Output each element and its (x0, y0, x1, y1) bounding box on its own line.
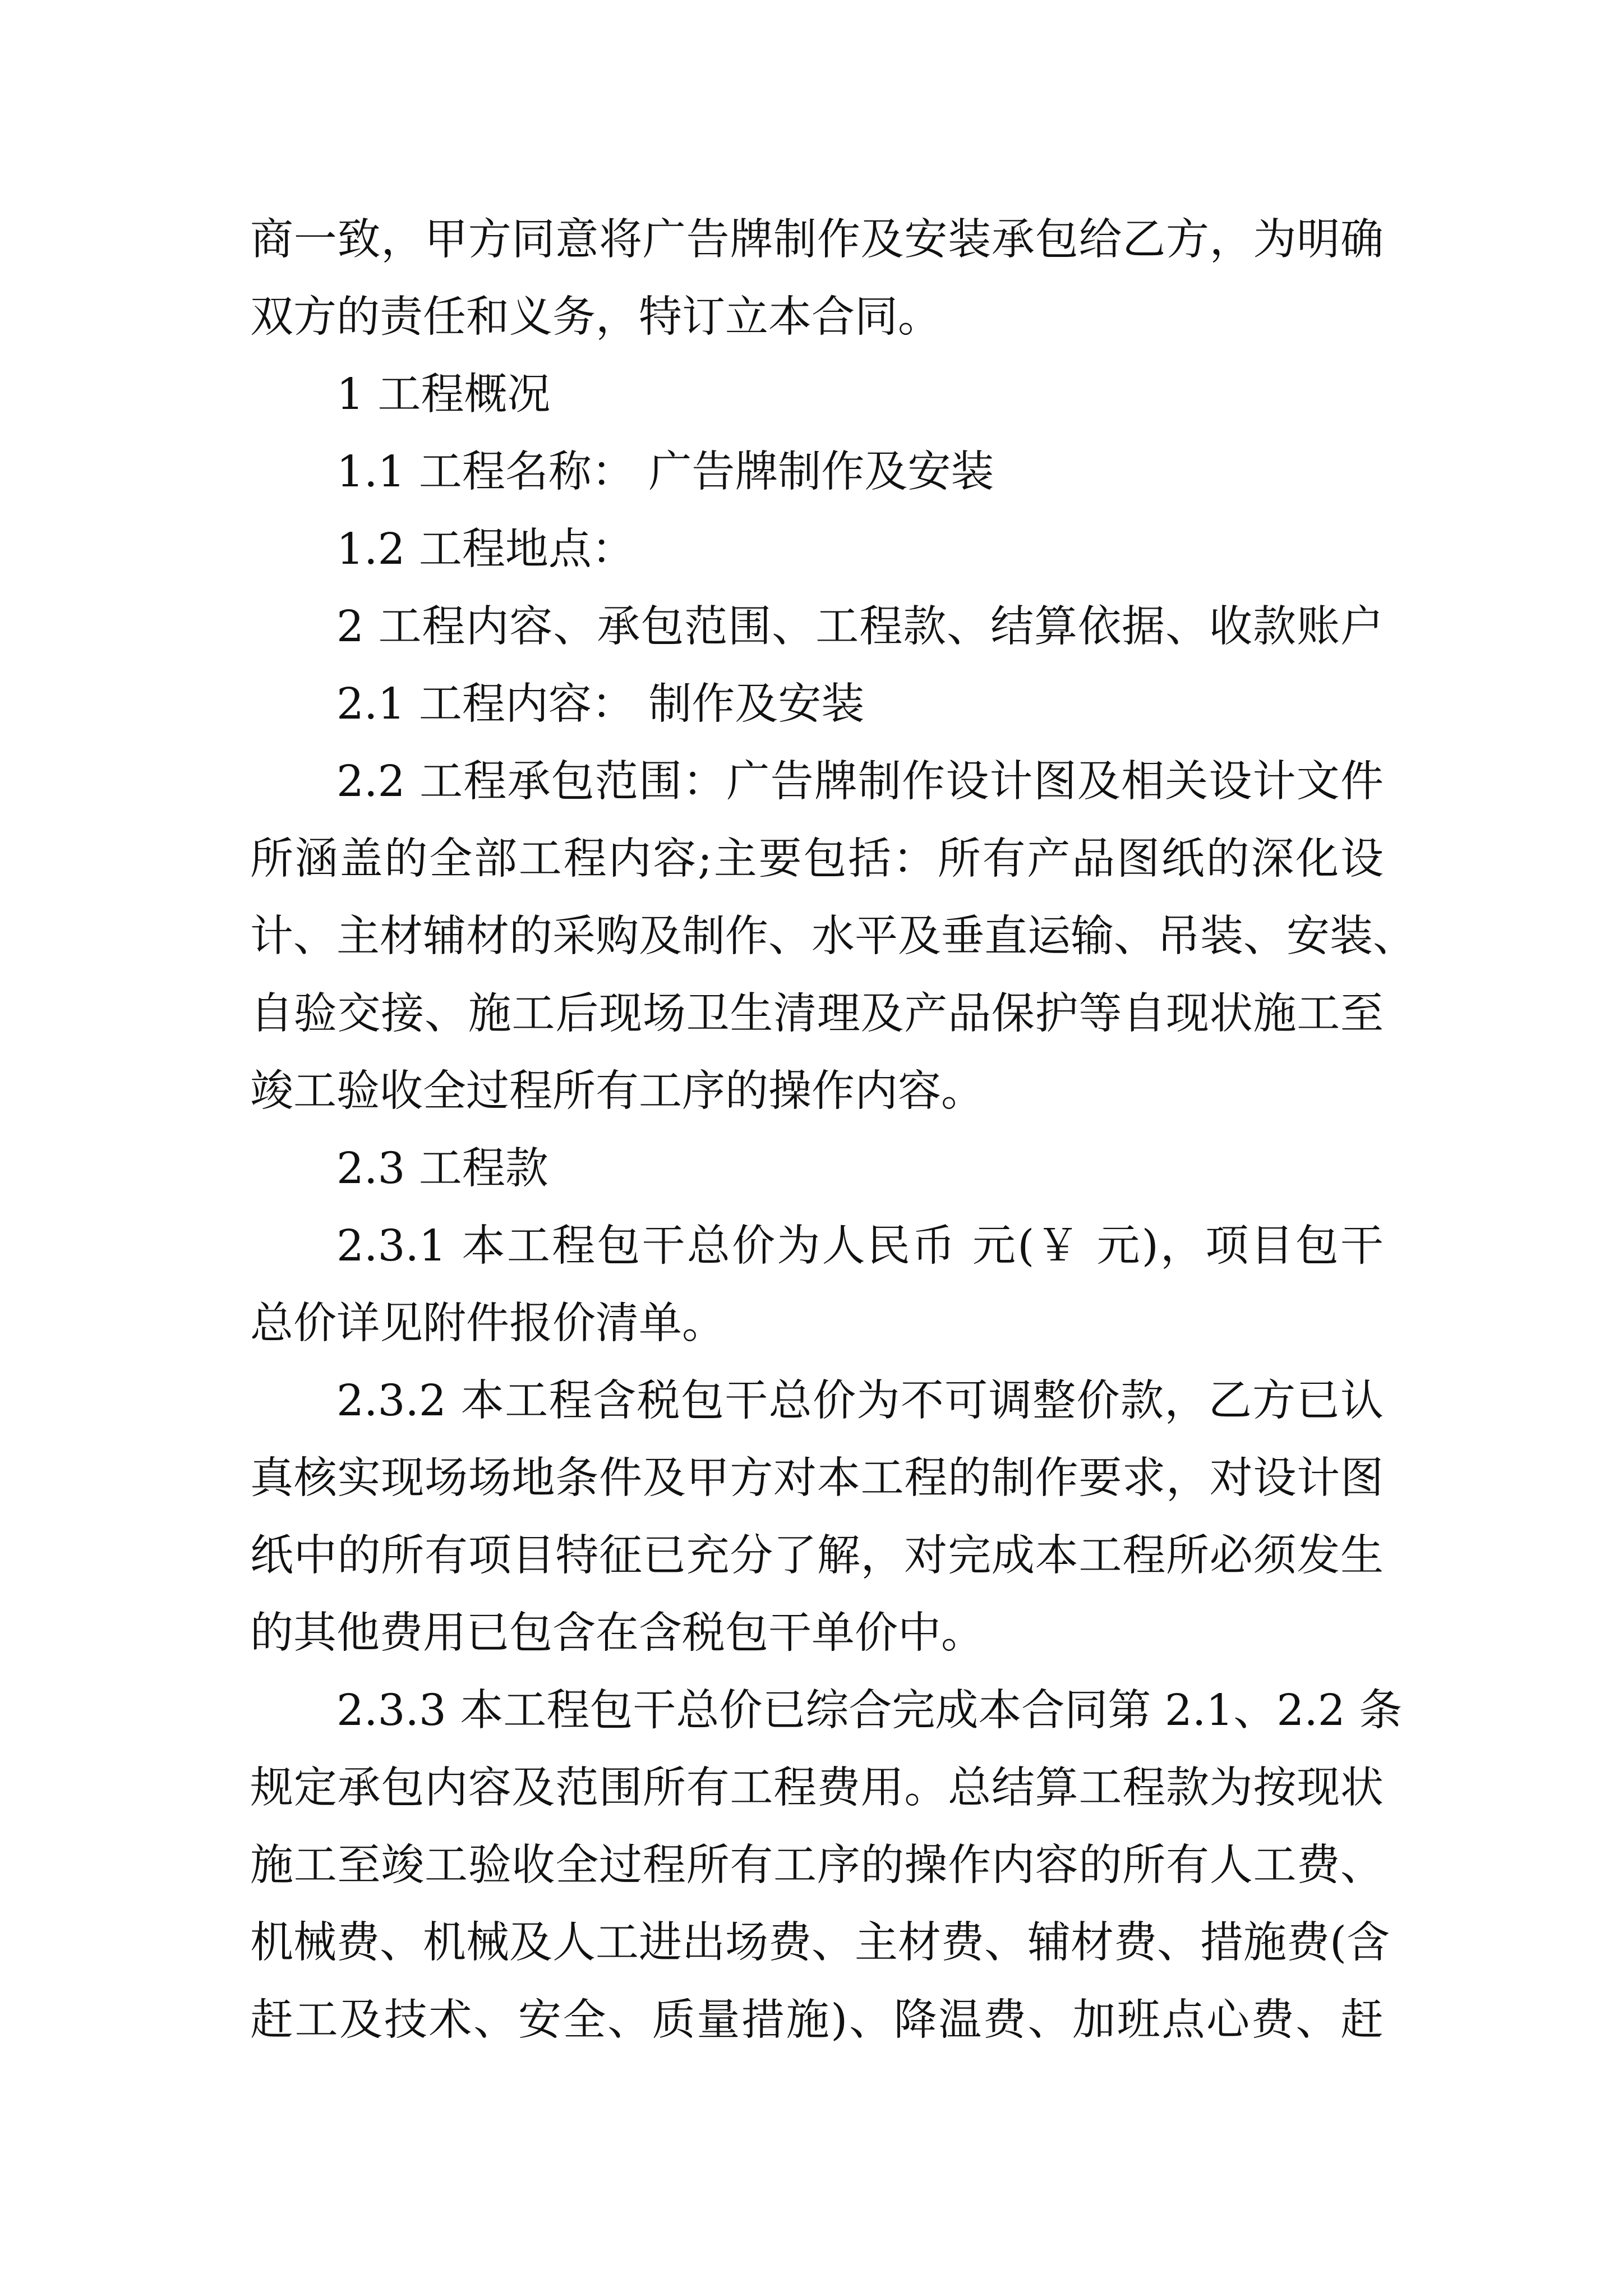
text-line: 总价详见附件报价清单。 (250, 1299, 725, 1349)
text-line: 真核实现场场地条件及甲方对本工程的制作要求，对设计图 (250, 1453, 1384, 1503)
text-line: 所涵盖的全部工程内容;主要包括：所有产品图纸的深化设 (250, 834, 1384, 884)
text-line: 2.1 工程内容： 制作及安装 (336, 679, 865, 729)
text-line: 1.2 工程地点： (336, 524, 635, 574)
contract-body-text (250, 201, 1416, 2059)
section-heading: 2 工程内容、承包范围、工程款、结算依据、收款账户 (336, 602, 1384, 652)
text-line: 2.3.2 本工程含税包干总价为不可调整价款，乙方已认 (336, 1376, 1384, 1426)
text-line: 竣工验收全过程所有工序的操作内容。 (250, 1066, 984, 1116)
text-line: 自验交接、施工后现场卫生清理及产品保护等自现状施工至 (250, 989, 1384, 1039)
text-line: 1.1 工程名称： 广告牌制作及安装 (336, 447, 994, 497)
text-line: 商一致，甲方同意将广告牌制作及安装承包给乙方，为明确 (250, 215, 1384, 265)
text-line: 规定承包内容及范围所有工程费用。总结算工程款为按现状 (250, 1763, 1384, 1813)
text-line: 2.2 工程承包范围：广告牌制作设计图及相关设计文件 (336, 757, 1384, 807)
text-line: 计、主材辅材的采购及制作、水平及垂直运输、吊装、安装、 (250, 912, 1416, 961)
text-line: 赶工及技术、安全、质量措施)、降温费、加班点心费、赶 (250, 1995, 1384, 2045)
section-heading: 1 工程概况 (336, 370, 551, 420)
text-line: 2.3.3 本工程包干总价已综合完成本合同第 2.1、2.2 条 (336, 1686, 1403, 1736)
text-line: 的其他费用已包含在含税包干单价中。 (250, 1608, 984, 1658)
text-line: 纸中的所有项目特征已充分了解，对完成本工程所必须发生 (250, 1531, 1384, 1581)
text-line: 2.3.1 本工程包干总价为人民币 元(￥ 元)，项目包干 (336, 1221, 1384, 1271)
text-line: 施工至竣工验收全过程所有工序的操作内容的所有人工费、 (250, 1841, 1384, 1890)
text-line: 机械费、机械及人工进出场费、主材费、辅材费、措施费(含 (250, 1918, 1390, 1968)
section-heading: 2.3 工程款 (336, 1144, 548, 1194)
text-line: 双方的责任和义务，特订立本合同。 (250, 292, 941, 342)
